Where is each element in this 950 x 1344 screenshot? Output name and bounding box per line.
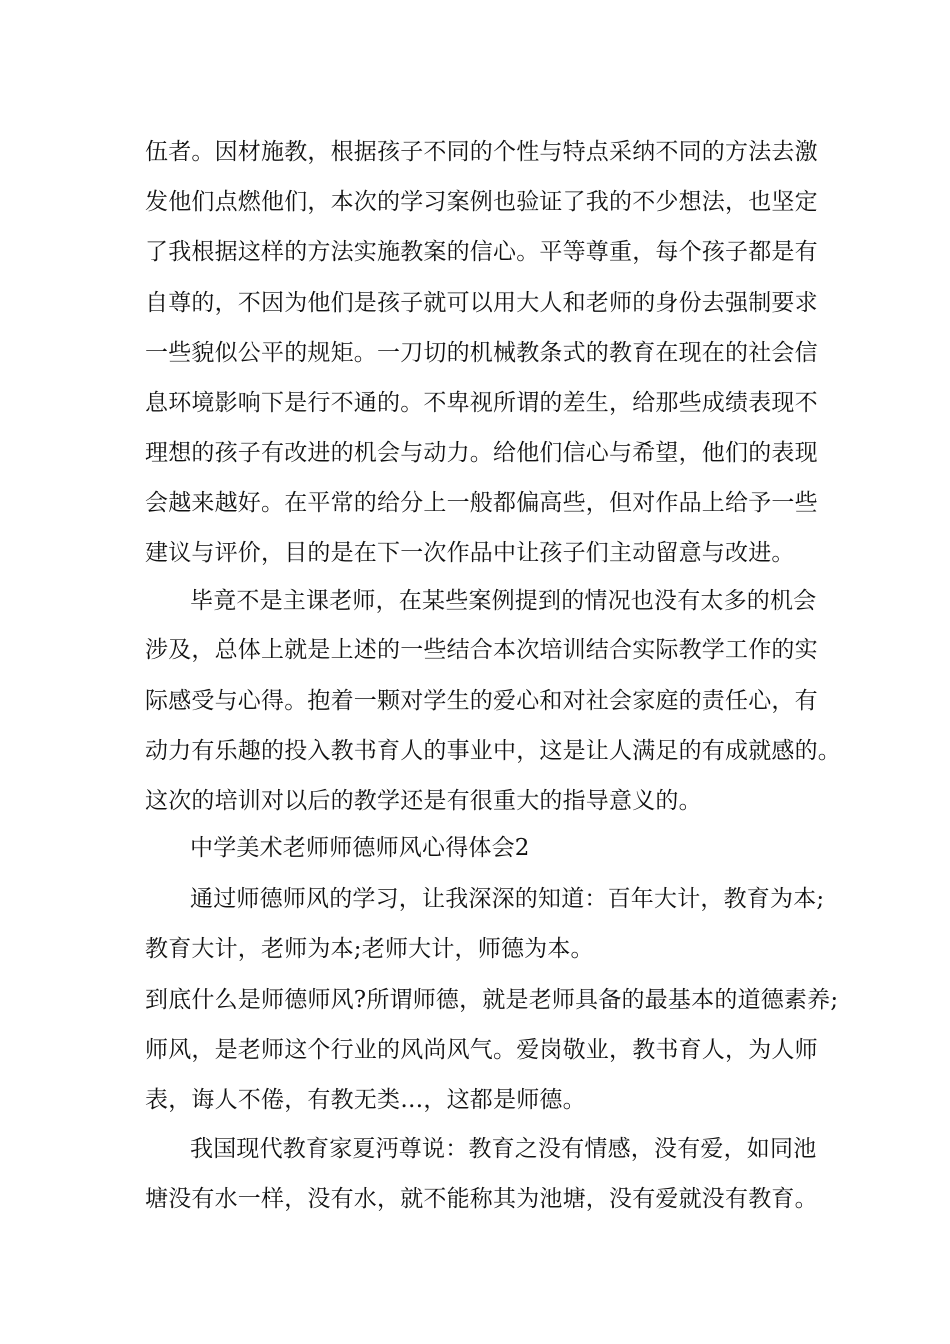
paragraph-line: 这次的培训对以后的教学还是有很重大的指导意义的。	[145, 788, 702, 814]
paragraph-line: 自尊的，不因为他们是孩子就可以用大人和老师的身份去强制要求	[145, 290, 818, 316]
paragraph-line: 建议与评价，目的是在下一次作品中让孩子们主动留意与改进。	[145, 540, 795, 566]
paragraph-line: 塘没有水一样，没有水，就不能称其为池塘，没有爱就没有教育。	[145, 1186, 818, 1212]
paragraph-line: 会越来越好。在平常的给分上一般都偏高些，但对作品上给予一些	[145, 490, 818, 516]
paragraph-line: 际感受与心得。抱着一颗对学生的爱心和对社会家庭的责任心，有	[145, 688, 818, 714]
paragraph-line: 伍者。因材施教，根据孩子不同的个性与特点采纳不同的方法去激	[145, 139, 818, 165]
section-heading: 中学美术老师师德师风心得体会2	[190, 835, 530, 861]
paragraph-line: 息环境影响下是行不通的。不卑视所谓的差生，给那些成绩表现不	[145, 390, 818, 416]
paragraph-line: 到底什么是师德师风?所谓师德，就是老师具备的最基本的道德素养;	[145, 987, 839, 1013]
paragraph-line: 师风，是老师这个行业的风尚风气。爱岗敬业，教书育人，为人师	[145, 1037, 818, 1063]
paragraph-line: 理想的孩子有改进的机会与动力。给他们信心与希望，他们的表现	[145, 440, 818, 466]
paragraph-line: 教育大计，老师为本;老师大计，师德为本。	[145, 936, 594, 962]
paragraph-line: 毕竟不是主课老师，在某些案例提到的情况也没有太多的机会	[190, 588, 817, 614]
paragraph-line: 了我根据这样的方法实施教案的信心。平等尊重，每个孩子都是有	[145, 239, 818, 265]
paragraph-line: 我国现代教育家夏沔尊说：教育之没有情感，没有爱，如同池	[190, 1136, 817, 1162]
paragraph-line: 发他们点燃他们，本次的学习案例也验证了我的不少想法，也坚定	[145, 189, 818, 215]
paragraph-line: 动力有乐趣的投入教书育人的事业中，这是让人满足的有成就感的。	[145, 738, 841, 764]
paragraph-line: 通过师德师风的学习，让我深深的知道：百年大计，教育为本;	[190, 886, 825, 912]
paragraph-line: 一些貌似公平的规矩。一刀切的机械教条式的教育在现在的社会信	[145, 340, 818, 366]
paragraph-line: 表，诲人不倦，有教无类…，这都是师德。	[145, 1087, 586, 1113]
paragraph-line: 涉及，总体上就是上述的一些结合本次培训结合实际教学工作的实	[145, 637, 818, 663]
